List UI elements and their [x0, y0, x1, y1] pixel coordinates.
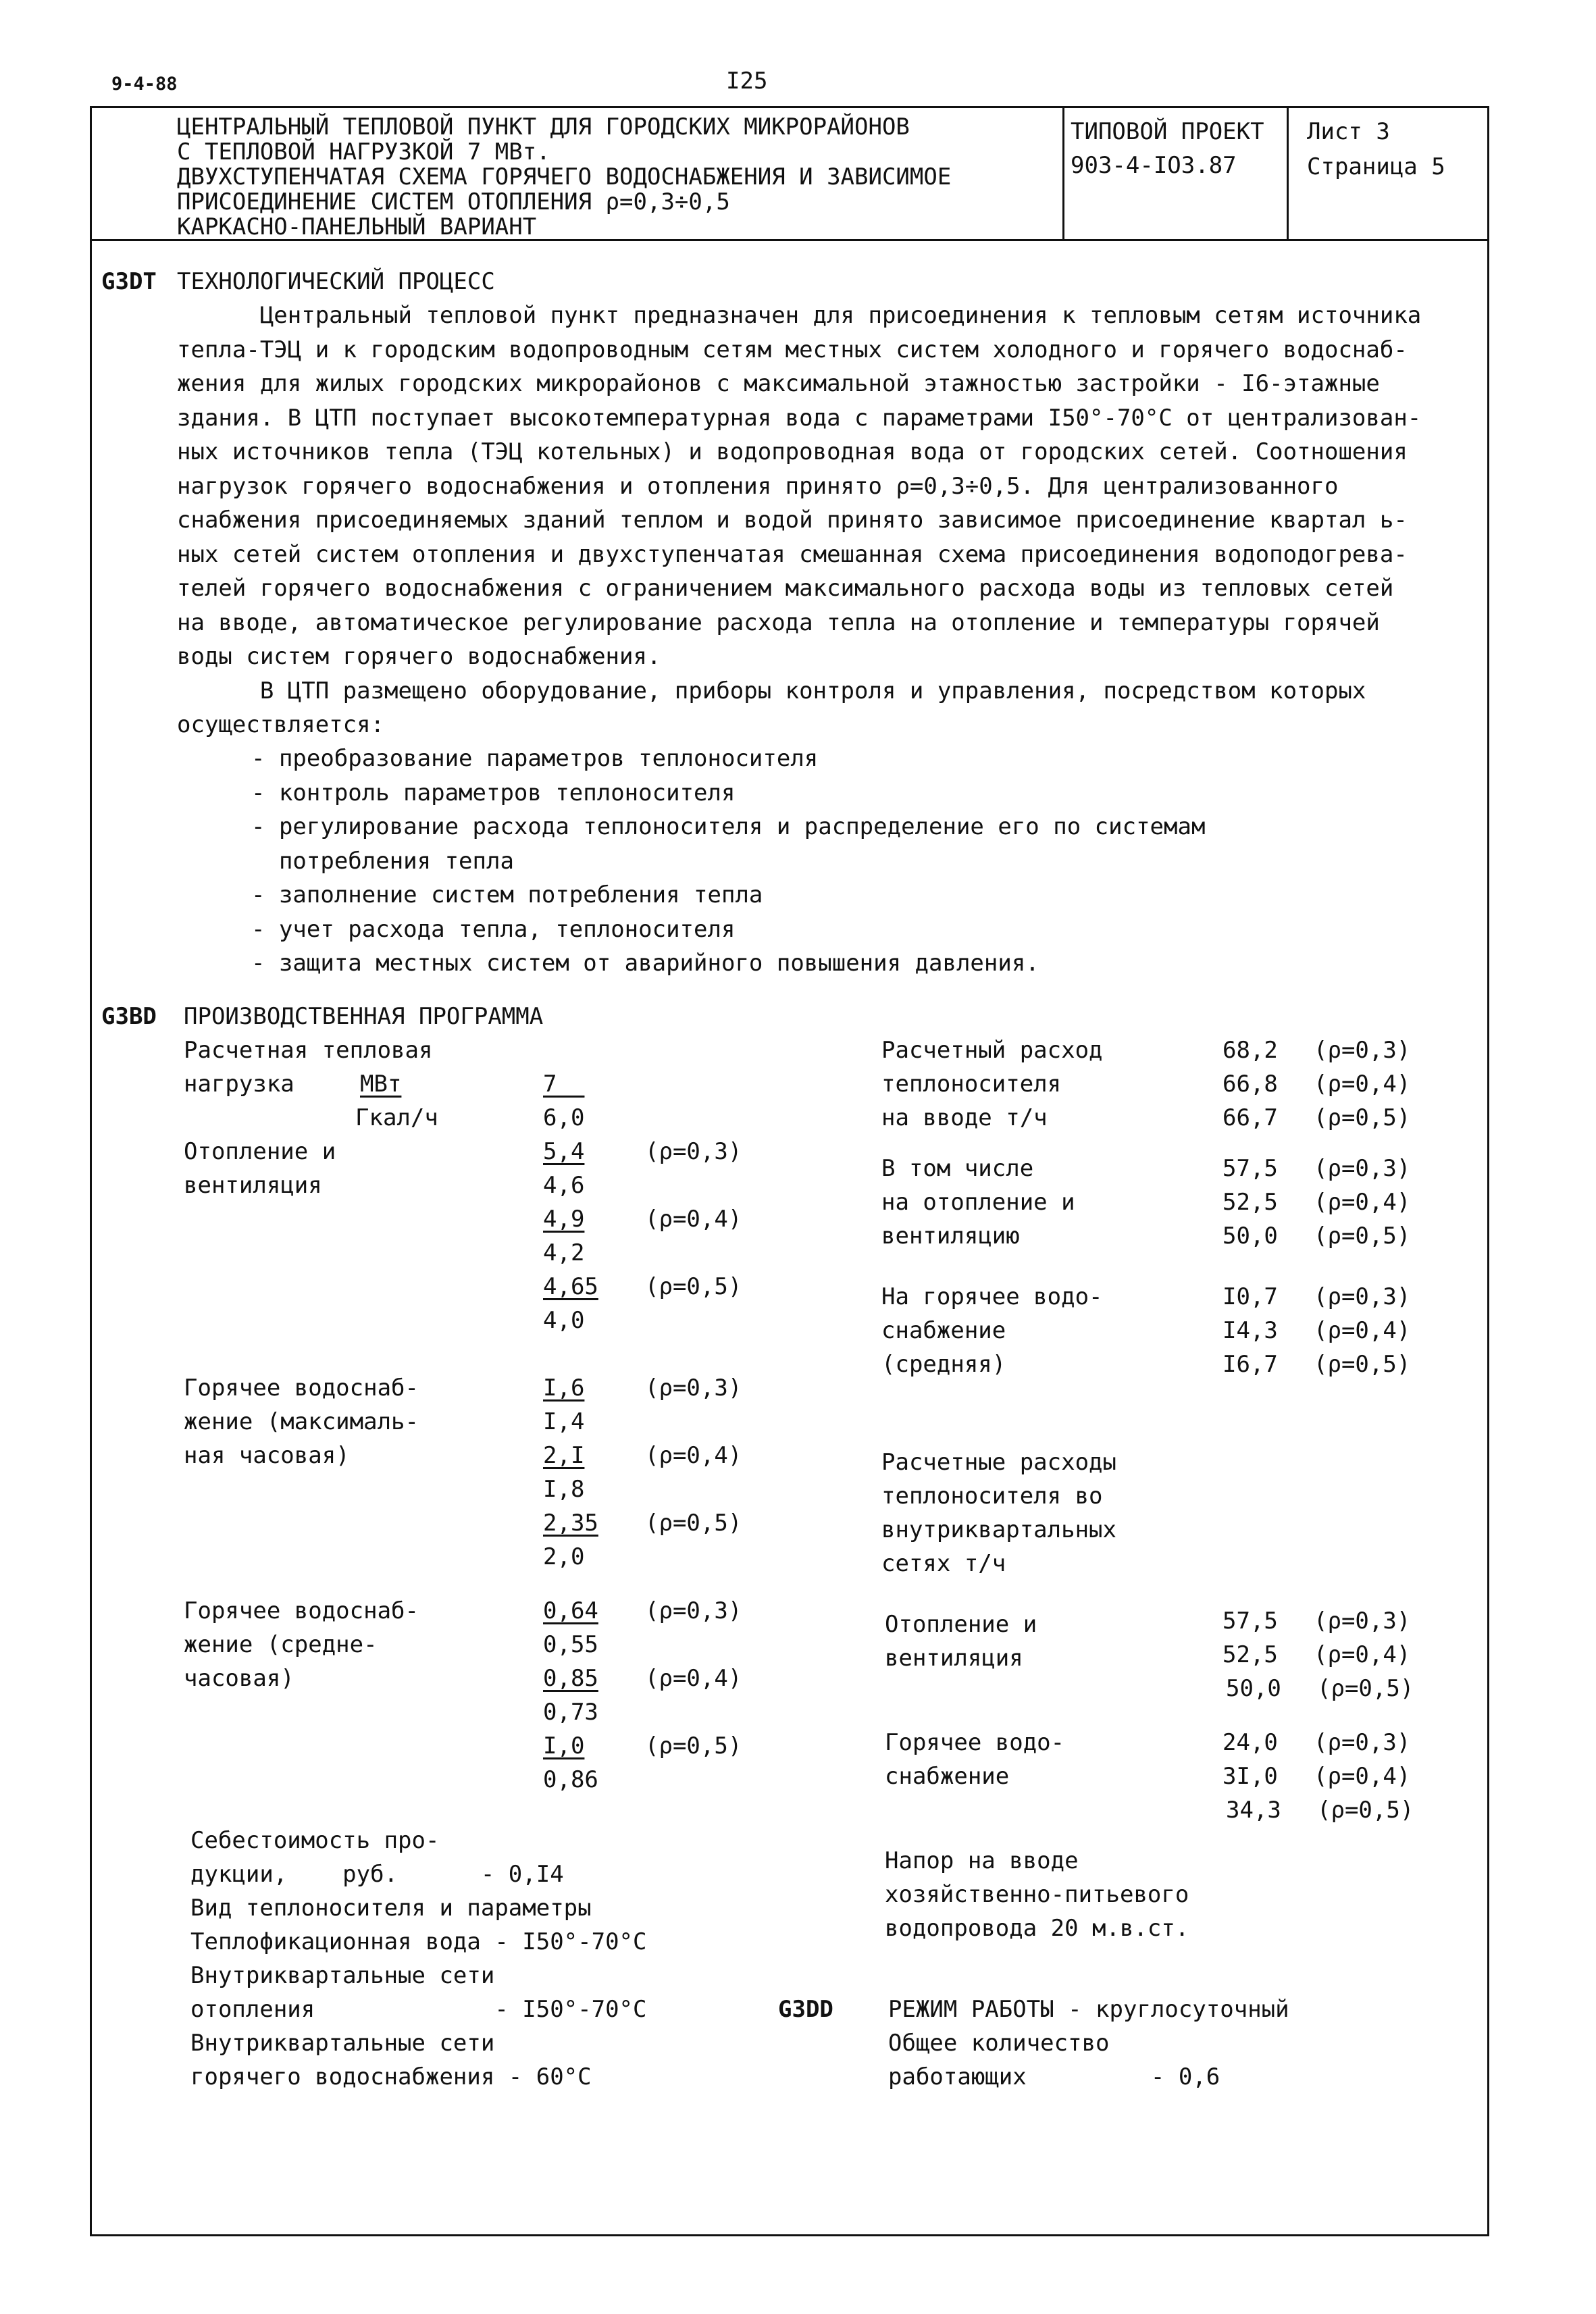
rho-label: (ρ=0,3): [1314, 1037, 1411, 1064]
heat-share-label: на отопление и: [881, 1189, 1075, 1216]
load-label: Расчетная тепловая: [184, 1037, 433, 1064]
heating-gcal: 4,2: [543, 1239, 585, 1266]
rho-label: (ρ=0,5): [1317, 1675, 1414, 1702]
hw-max-mw: I,6: [543, 1374, 585, 1402]
section-heading: ПРОИЗВОДСТВЕННАЯ ПРОГРАММА: [184, 1003, 544, 1030]
rho-label: (ρ=0,5): [645, 1510, 742, 1537]
rho-label: (ρ=0,3): [645, 1138, 742, 1165]
rho-label: (ρ=0,5): [1314, 1223, 1411, 1250]
inner-hw-value: 24,0: [1222, 1729, 1278, 1756]
text-line: теплоносителя во: [881, 1483, 1103, 1510]
text-line: Внутриквартальные сети: [190, 2030, 495, 2057]
rho-label: (ρ=0,5): [645, 1273, 742, 1300]
inner-hw-label: Горячее водо-: [885, 1729, 1065, 1756]
coolant-block: [190, 1891, 647, 2094]
hw-avg-mw: 0,85: [543, 1665, 598, 1692]
list-item: - заполнение систем потребления тепла: [251, 881, 763, 908]
text-line: работающих - 0,6: [888, 2063, 1220, 2090]
title-divider-2: [1287, 106, 1289, 241]
text-line: Вид теплоносителя и параметры: [190, 1895, 592, 1922]
title-divider-1: [1062, 106, 1064, 241]
value: 7: [543, 1071, 557, 1098]
hw-max-gcal: I,4: [543, 1408, 585, 1435]
text-line: Общее количество: [888, 2030, 1110, 2057]
work-mode-block: [888, 1992, 1289, 2094]
header-title-line: КАРКАСНО-ПАНЕЛЬНЫЙ ВАРИАНТ: [177, 213, 537, 240]
unit-mw: МВт: [360, 1071, 402, 1098]
hw-share-value: I0,7: [1222, 1283, 1278, 1310]
list-item: - учет расхода тепла, теплоносителя: [251, 915, 736, 943]
text-line: Теплофикационная вода - I50°-70°С: [190, 1928, 647, 1955]
heating-mw: 4,65: [543, 1273, 598, 1300]
load-gcal-value: 6,0: [543, 1104, 585, 1131]
text-line: на вводе, автоматическое регулирование расхода тепла на отопление и температуры горячей: [177, 609, 1380, 636]
cost-value: дукции, руб. - 0,I4: [190, 1861, 564, 1888]
rho-label: (ρ=0,3): [645, 1374, 742, 1402]
text-line: Внутриквартальные сети: [190, 1962, 495, 1989]
section-heading: ТЕХНОЛОГИЧЕСКИЙ ПРОЦЕСС: [177, 268, 495, 295]
section-code: G3DD: [778, 1996, 833, 2023]
hw-avg-gcal: 0,86: [543, 1766, 598, 1793]
doc-code: 9-4-88: [111, 74, 178, 95]
header-title-line: ПРИСОЕДИНЕНИЕ СИСТЕМ ОТОПЛЕНИЯ ρ=0,3÷0,5: [177, 188, 730, 215]
rho-label: (ρ=0,3): [1314, 1608, 1411, 1635]
heat-share-value: 57,5: [1222, 1155, 1278, 1182]
hw-avg-gcal: 0,55: [543, 1631, 598, 1658]
heating-label: вентиляция: [184, 1172, 322, 1199]
rho-label: (ρ=0,4): [1314, 1763, 1411, 1790]
header-title-line: ЦЕНТРАЛЬНЫЙ ТЕПЛОВОЙ ПУНКТ ДЛЯ ГОРОДСКИХ МИКРОРАЙОНОВ: [177, 113, 910, 140]
text-line: телей горячего водоснабжения с ограничением максимального расхода воды из тепловых сетей: [177, 575, 1394, 602]
section-code: G3BD: [101, 1003, 157, 1030]
hw-max-label: Горячее водоснаб-: [184, 1374, 419, 1402]
rho-label: (ρ=0,3): [1314, 1729, 1411, 1756]
rho-label: (ρ=0,3): [645, 1597, 742, 1624]
hw-avg-gcal: 0,73: [543, 1699, 598, 1726]
list-item: - защита местных систем от аварийного повышения давления.: [251, 950, 1039, 977]
inner-hw-label: снабжение: [885, 1763, 1010, 1790]
process-paragraph: [177, 299, 1421, 742]
heat-share-label: В том числе: [881, 1155, 1034, 1182]
text-line: воды систем горячего водоснабжения.: [177, 643, 661, 670]
text-line: водопровода 20 м.в.ст.: [885, 1915, 1189, 1942]
rho-label: (ρ=0,5): [1314, 1351, 1411, 1378]
text-line: здания. В ЦТП поступает высокотемпературная вода с параметрами I50°-70°С от централизован-: [177, 404, 1422, 432]
hw-share-value: I4,3: [1222, 1317, 1278, 1344]
flow-label: на вводе т/ч: [881, 1104, 1048, 1131]
hw-avg-label: жение (средне-: [184, 1631, 378, 1658]
text-line: внутриквартальных: [881, 1516, 1116, 1543]
rho-label: (ρ=0,4): [1314, 1189, 1411, 1216]
rho-label: (ρ=0,4): [645, 1665, 742, 1692]
pressure-block: [885, 1844, 1189, 1945]
text-line: горячего водоснабжения - 60°С: [190, 2063, 592, 2090]
text-line: осуществляется:: [177, 711, 385, 738]
text-line: РЕЖИМ РАБОТЫ - круглосуточный: [888, 1996, 1289, 2023]
inner-heat-value: 50,0: [1226, 1675, 1281, 1702]
text-line: снабжения присоединяемых зданий теплом и водой принято зависимое присоединение квартал ь-: [177, 507, 1408, 534]
hw-max-label: жение (максималь-: [184, 1408, 419, 1435]
rho-label: (ρ=0,4): [645, 1206, 742, 1233]
sheet-number: Лист 3: [1307, 118, 1390, 145]
hw-max-gcal: 2,0: [543, 1543, 585, 1570]
text-line: тепла-ТЭЦ и к городским водопроводным сетям местных систем холодного и горячего водоснаб-: [177, 336, 1408, 363]
inner-hw-value: 34,3: [1226, 1797, 1281, 1824]
heat-share-value: 50,0: [1222, 1223, 1278, 1250]
rho-label: (ρ=0,4): [1314, 1641, 1411, 1668]
flow-label: Расчетный расход: [881, 1037, 1103, 1064]
function-list: [251, 742, 1205, 981]
hw-share-value: I6,7: [1222, 1351, 1278, 1378]
text-line: Расчетные расходы: [881, 1449, 1116, 1476]
hw-avg-label: Горячее водоснаб-: [184, 1597, 419, 1624]
text-line: Центральный тепловой пункт предназначен для присоединения к тепловым сетям источника: [177, 302, 1422, 329]
cost-label: Себестоимость про-: [190, 1827, 440, 1854]
hw-avg-label: часовая): [184, 1665, 294, 1692]
flow-value: 66,7: [1222, 1104, 1278, 1131]
heating-label: Отопление и: [184, 1138, 336, 1165]
header-title-line: С ТЕПЛОВОЙ НАГРУЗКОЙ 7 МВт.: [177, 138, 550, 165]
page-number: I25: [726, 68, 768, 95]
text-line: отопления - I50°-70°С: [190, 1996, 647, 2023]
project-number: 903-4-IO3.87: [1071, 152, 1237, 179]
flow-value: 68,2: [1222, 1037, 1278, 1064]
heating-gcal: 4,6: [543, 1172, 585, 1199]
rho-label: (ρ=0,5): [1317, 1797, 1414, 1824]
hw-max-mw: 2,35: [543, 1510, 598, 1537]
flow-label: теплоносителя: [881, 1071, 1062, 1098]
inner-heat-value: 57,5: [1222, 1608, 1278, 1635]
inner-heat-label: Отопление и: [885, 1611, 1037, 1638]
hw-share-label: (средняя): [881, 1351, 1006, 1378]
list-item: - преобразование параметров теплоносителя: [251, 745, 819, 772]
text-line: хозяйственно-питьевого: [885, 1881, 1189, 1908]
section-code: G3DT: [101, 268, 157, 295]
text-line: сетях т/ч: [881, 1550, 1006, 1577]
text-line: жения для жилых городских микрорайонов с максимальной этажностью застройки - I6-этажные: [177, 370, 1380, 397]
inner-networks-label: [881, 1445, 1116, 1580]
hw-avg-mw: I,0: [543, 1732, 585, 1759]
inner-hw-value: 3I,0: [1222, 1763, 1278, 1790]
hw-share-label: На горячее водо-: [881, 1283, 1103, 1310]
rho-label: (ρ=0,3): [1314, 1155, 1411, 1182]
heating-gcal: 4,0: [543, 1307, 585, 1334]
text-line: нагрузок горячего водоснабжения и отопления принято ρ=0,3÷0,5. Для централизованного: [177, 472, 1339, 500]
heat-share-label: вентиляцию: [881, 1223, 1020, 1250]
text-line: ных сетей систем отопления и двухступенчатая смешанная схема присоединения водоподогрева-: [177, 540, 1408, 568]
rho-label: (ρ=0,4): [645, 1442, 742, 1469]
inner-heat-value: 52,5: [1222, 1641, 1278, 1668]
rho-label: (ρ=0,5): [645, 1732, 742, 1759]
rho-label: (ρ=0,5): [1314, 1104, 1411, 1131]
text-line: ных источников тепла (ТЭЦ котельных) и водопроводная вода от городских сетей. Соотношения: [177, 438, 1408, 465]
flow-value: 66,8: [1222, 1071, 1278, 1098]
rho-label: (ρ=0,4): [1314, 1071, 1411, 1098]
heating-mw: 5,4: [543, 1138, 585, 1165]
header-title: [177, 115, 951, 240]
unit-gcal: Гкал/ч: [355, 1104, 438, 1131]
list-item: - регулирование расхода теплоносителя и распределение его по системам: [251, 813, 1206, 840]
hw-max-label: ная часовая): [184, 1442, 350, 1469]
text-line: Напор на вводе: [885, 1847, 1079, 1874]
load-mw-value: 7__: [543, 1071, 585, 1098]
rho-label: (ρ=0,3): [1314, 1283, 1411, 1310]
list-item: - контроль параметров теплоносителя: [251, 779, 736, 806]
list-item: потребления тепла: [251, 847, 514, 875]
rho-label: (ρ=0,4): [1314, 1317, 1411, 1344]
hw-max-mw: 2,I: [543, 1442, 585, 1469]
text-line: В ЦТП размещено оборудование, приборы контроля и управления, посредством которых: [177, 677, 1366, 704]
heating-mw: 4,9: [543, 1206, 585, 1233]
hw-avg-mw: 0,64: [543, 1597, 598, 1624]
inner-heat-label: вентиляция: [885, 1645, 1023, 1672]
hw-max-gcal: I,8: [543, 1476, 585, 1503]
load-label: нагрузка: [184, 1071, 294, 1098]
header-title-line: ДВУХСТУПЕНЧАТАЯ СХЕМА ГОРЯЧЕГО ВОДОСНАБЖЕНИЯ И ЗАВИСИМОЕ: [177, 163, 952, 190]
project-label: ТИПОВОЙ ПРОЕКТ: [1071, 118, 1264, 145]
heat-share-value: 52,5: [1222, 1189, 1278, 1216]
page-label: Страница 5: [1307, 153, 1445, 180]
hw-share-label: снабжение: [881, 1317, 1006, 1344]
